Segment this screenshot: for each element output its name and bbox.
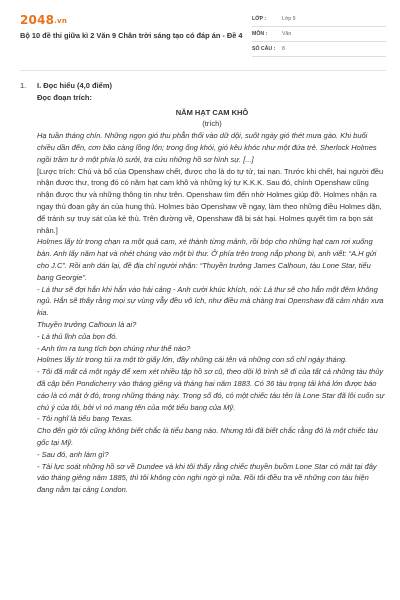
document-title: Bộ 10 đề thi giữa kì 2 Văn 9 Chân trời sáng tạo có đáp án - Đề 4 [20,31,243,40]
story-paragraph: [Lược trích: Chú và bố của Openshaw chết, được cho là do tự tử, tai nạn. Trước khi chết, hai người đều nhận được thư, trong đó có năm hạt cam khô và những ký tự K.K.K. Sau đó, chính Openshaw cũng nhận được thư và những thông tin như trên. Openshaw tìm đến nhờ Holmes giúp đỡ. Holmes nhận ra ngay thủ đoạn gây án của hung thủ. Holmes bảo Openshaw về ngay, làm theo những điều Holmes dặn, để tránh sự truy sát của kẻ thù. Trên đường về, Openshaw đã bị sát hại. Holmes quyết tìm ra bọn sát nhân.] [37,166,384,235]
logo-tld: .vn [54,17,68,25]
meta-row-question-count [252,42,386,57]
meta-value: 8 [282,46,285,52]
story-title: NĂM HẠT CAM KHÔ [175,107,249,117]
header-divider [20,70,386,71]
story-paragraph: Thuyền trưởng Calhoun là ai? [37,319,137,329]
meta-row-subject [252,27,386,42]
section-heading: I. Đọc hiểu (4,0 điểm) [37,81,113,90]
logo-main: 2048 [20,13,55,27]
meta-label: SỐ CÂU : [252,46,276,52]
story-paragraph: - Anh tìm ra tung tích bọn chúng như thế nào? [37,343,191,353]
meta-row-class [252,12,386,27]
meta-label: LỚP : [252,16,267,22]
story-subtitle: (trích) [202,119,222,129]
question-content [37,80,387,496]
story-paragraph: Holmes lấy từ trong túi ra một tờ giấy lớn, đầy những cái tên và những con số chỉ ngày tháng. [37,355,348,365]
story-paragraph: Holmes lấy từ trong chạn ra một quả cam, xé thành từng mảnh, rồi bóp cho những hạt cam rơi xuống bàn. Anh lấy năm hạt và nhét chúng vào một bì thư. Ở phía trên trong nắp phong bì, anh viết: “A.H gửi cho J.C”. Rồi anh dán lại, đề địa chỉ người nhận: “Thuyền trưởng James Calhoun, tàu Lone Star, tiểu bang Georgie”. [37,237,377,282]
story-paragraph: - Tài lực soát những hồ sơ về Dundee và khi tôi thấy rằng chiếc thuyền buồm Lone Star có mặt tại đây vào tháng giêng năm 1885, thì tôi không còn nghi ngờ gì nữa. Rồi tôi điều tra về những con tàu hiện đang nằm tại cảng London. [37,461,377,495]
story-paragraph: Hạ tuần tháng chín. Những ngọn gió thu phẫn thổi vào dữ dội, suốt ngày gió thét mưa gào. Khi buổi chiều dần đến, cơn bão càng lồng lộn; trong ống khói, gió kêu khóc như một đứa trẻ. Sherlock Holmes ngồi trầm tư ở một phía lò sưởi, tra cứu những hồ sơ hình sự. [...] [37,131,377,164]
meta-value: Văn [282,31,292,37]
meta-value: Lớp 9 [282,16,296,22]
site-logo[interactable] [20,13,67,27]
story-paragraph: - Tôi nghĩ là tiểu bang Texas. [37,414,134,424]
question-number: 1. [20,81,27,90]
story-paragraph: Cho đến giờ tôi cũng không biết chắc là tiểu bang nào. Nhưng tôi đã biết chắc rằng đó là một chiếc tàu gốc tại Mỹ. [37,426,378,447]
story-paragraphs [37,130,387,496]
header [0,0,400,70]
story-paragraph: - Là thủ lĩnh của bọn đó. [37,331,118,341]
story-paragraph: - Tôi đã mất cả một ngày để xem xét nhiều tập hồ sơ cũ, theo dõi lộ trình sẽ đi của tất cả những tàu thủy đã cập bến Pondicherry vào tháng giêng và tháng hai năm 1883. Có 36 tàu trọng tải khá lớn được báo cáo là có mặt ở đó, trong những tháng này. Trong số đó, có một chiếc tàu tên là Lone Star đã lôi cuốn sự chú ý của tôi, bởi vì nó mang tên của một tiểu bang của Mỹ. [37,367,385,412]
story-paragraph: - Sau đó, anh làm gì? [37,449,109,459]
meta-label: MÔN : [252,31,268,37]
story-paragraph: - Lá thư sẽ đợi hắn khi hắn vào hải cảng - Anh cười khúc khích, nói: Lá thư sẽ cho hắn một đêm không ngủ. Hắn sẽ thấy rằng mọi sự vùng vẫy đều vô ích, như điều mà chàng trai Openshaw đã cảm nhận xưa kia. [37,284,384,318]
meta-table [252,12,386,57]
instruction: Đọc đoạn trích: [37,92,93,102]
